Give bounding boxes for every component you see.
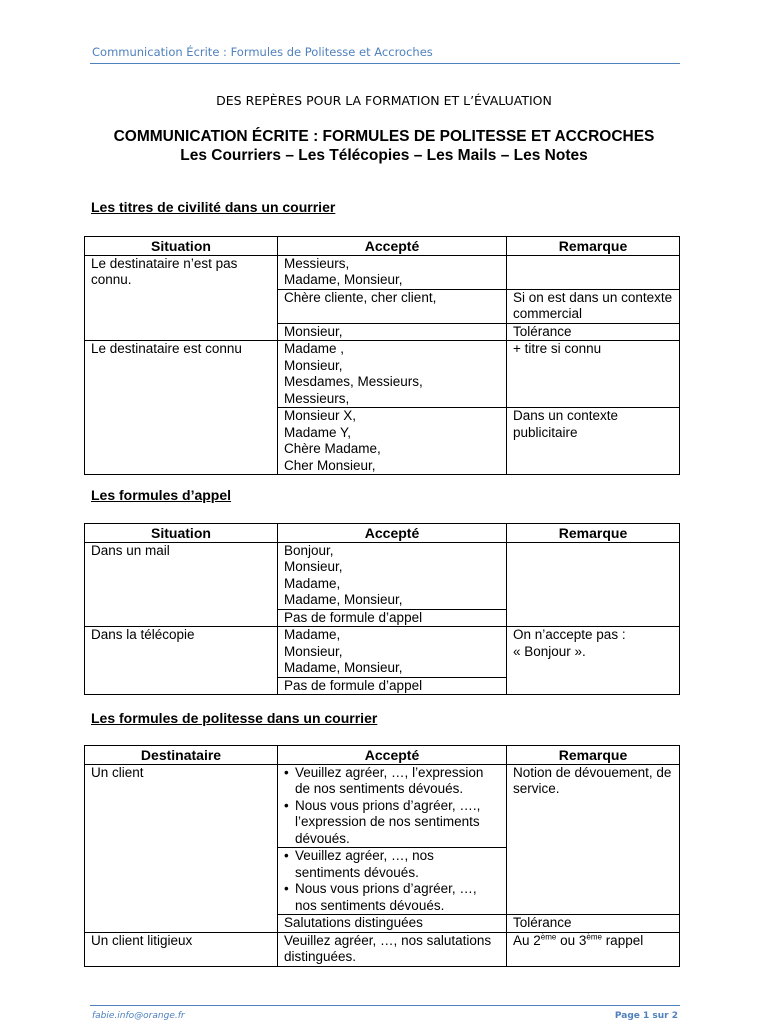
list-item: • Veuillez agréer, …, l’expression de nos sentiments dévoués. — [284, 765, 500, 798]
table-row — [85, 341, 680, 408]
document-subtitle: DES REPÈRES POUR LA FORMATION ET L’ÉVALUATION — [216, 93, 552, 108]
cell-line: « Bonjour ». — [513, 643, 586, 659]
remarque-cell: + titre si connu — [507, 341, 680, 408]
list-item: • Nous vous prions d’agréer, …., l’expression de nos sentiments dévoués. — [284, 798, 500, 848]
cell-line: Monsieur X, — [284, 408, 357, 423]
cell-line: Cher Monsieur, — [284, 457, 376, 473]
remarque-cell: Dans un contexte publicitaire — [507, 408, 680, 475]
remarque-cell — [507, 255, 680, 289]
table-header-row — [85, 746, 680, 765]
table-row — [85, 542, 680, 609]
remarque-cell — [507, 542, 680, 627]
table-row — [85, 627, 680, 678]
situation-cell: Le destinataire est connu — [85, 341, 278, 475]
footer-email: fabie.info@orange.fr — [92, 1011, 185, 1021]
column-header: Situation — [85, 237, 278, 256]
accepte-cell — [278, 848, 507, 915]
cell-line: Messieurs, — [284, 255, 350, 271]
document-title — [0, 127, 768, 165]
accepte-cell: Salutations distinguées — [278, 915, 507, 933]
cell-line: Messieurs, — [284, 390, 350, 406]
accepte-cell — [278, 255, 507, 289]
column-header: Situation — [85, 524, 278, 543]
rappel-text: Au 2 — [513, 932, 541, 948]
cell-line: Madame, — [284, 627, 341, 642]
remarque-cell: Si on est dans un contexte commercial — [507, 289, 680, 323]
bullet-list — [284, 765, 500, 848]
accepte-cell — [278, 764, 507, 848]
accepte-cell: Pas de formule d’appel — [278, 609, 507, 627]
situation-cell: Le destinataire n’est pas connu. — [85, 255, 278, 341]
cell-line: Madame, Monsieur, — [284, 660, 403, 675]
cell-line: Madame , — [284, 341, 345, 356]
destinataire-cell: Un client — [85, 764, 278, 932]
table-header-row — [85, 237, 680, 256]
accepte-cell — [278, 542, 507, 609]
situation-cell: Dans la télécopie — [85, 627, 278, 695]
title-line-1: COMMUNICATION ÉCRITE : FORMULES DE POLITESSE ET ACCROCHES — [113, 128, 655, 145]
column-header: Accepté — [278, 524, 507, 543]
accepte-cell: Chère cliente, cher client, — [278, 289, 507, 323]
page-number: Page 1 sur 2 — [614, 1011, 678, 1021]
cell-line: Monsieur, — [284, 559, 343, 574]
cell-line: Madame, Monsieur, — [284, 272, 403, 287]
remarque-cell — [507, 932, 680, 966]
column-header: Accepté — [278, 237, 507, 256]
header-rule — [90, 63, 680, 64]
cell-line: Monsieur, — [284, 643, 343, 659]
column-header: Remarque — [507, 237, 680, 256]
list-item: • Veuillez agréer, …, nos sentiments dévoués. — [284, 848, 500, 881]
table-politesse — [84, 745, 680, 967]
cell-line: Monsieur, — [284, 357, 343, 373]
section-heading-civilite: Les titres de civilité dans un courrier — [91, 199, 336, 215]
column-header: Destinataire — [85, 746, 278, 765]
rappel-text: ou 3 — [556, 932, 587, 948]
table-header-row — [85, 524, 680, 543]
accepte-cell — [278, 341, 507, 408]
accepte-cell — [278, 627, 507, 678]
superscript: ème — [540, 932, 557, 941]
table-row — [85, 255, 680, 289]
destinataire-cell: Un client litigieux — [85, 932, 278, 966]
remarque-cell: Tolérance — [507, 323, 680, 341]
table-row — [85, 932, 680, 966]
remarque-cell — [507, 627, 680, 695]
table-appel — [84, 523, 680, 695]
accepte-cell: Monsieur, — [278, 323, 507, 341]
column-header: Remarque — [507, 746, 680, 765]
column-header: Accepté — [278, 746, 507, 765]
bullet-list — [284, 848, 500, 914]
section-heading-politesse: Les formules de politesse dans un courrier — [91, 710, 378, 726]
title-line-2: Les Courriers – Les Télécopies – Les Mails – Les Notes — [180, 147, 588, 164]
table-civilite — [84, 236, 680, 475]
cell-line: Mesdames, Messieurs, — [284, 374, 423, 389]
situation-cell: Dans un mail — [85, 542, 278, 627]
cell-line: On n’accepte pas : — [513, 627, 626, 642]
column-header: Remarque — [507, 524, 680, 543]
remarque-cell: Notion de dévouement, de service. — [507, 764, 680, 915]
cell-line: Madame, — [284, 575, 341, 591]
cell-line: Bonjour, — [284, 542, 334, 558]
accepte-cell — [278, 408, 507, 475]
cell-line: Madame, Monsieur, — [284, 592, 403, 607]
table-row — [85, 764, 680, 848]
cell-line: Chère Madame, — [284, 441, 381, 456]
accepte-cell: Pas de formule d’appel — [278, 677, 507, 695]
footer-rule — [90, 1005, 680, 1006]
section-heading-appel: Les formules d’appel — [91, 487, 232, 503]
list-item: • Nous vous prions d’agréer, …, nos sentiments dévoués. — [284, 881, 500, 914]
rappel-text: rappel — [601, 932, 644, 948]
remarque-cell: Tolérance — [507, 915, 680, 933]
accepte-cell: Veuillez agréer, …, nos salutations distinguées. — [278, 932, 507, 966]
superscript: ème — [586, 932, 602, 941]
running-header: Communication Écrite : Formules de Politesse et Accroches — [92, 45, 433, 59]
cell-line: Madame Y, — [284, 424, 352, 440]
